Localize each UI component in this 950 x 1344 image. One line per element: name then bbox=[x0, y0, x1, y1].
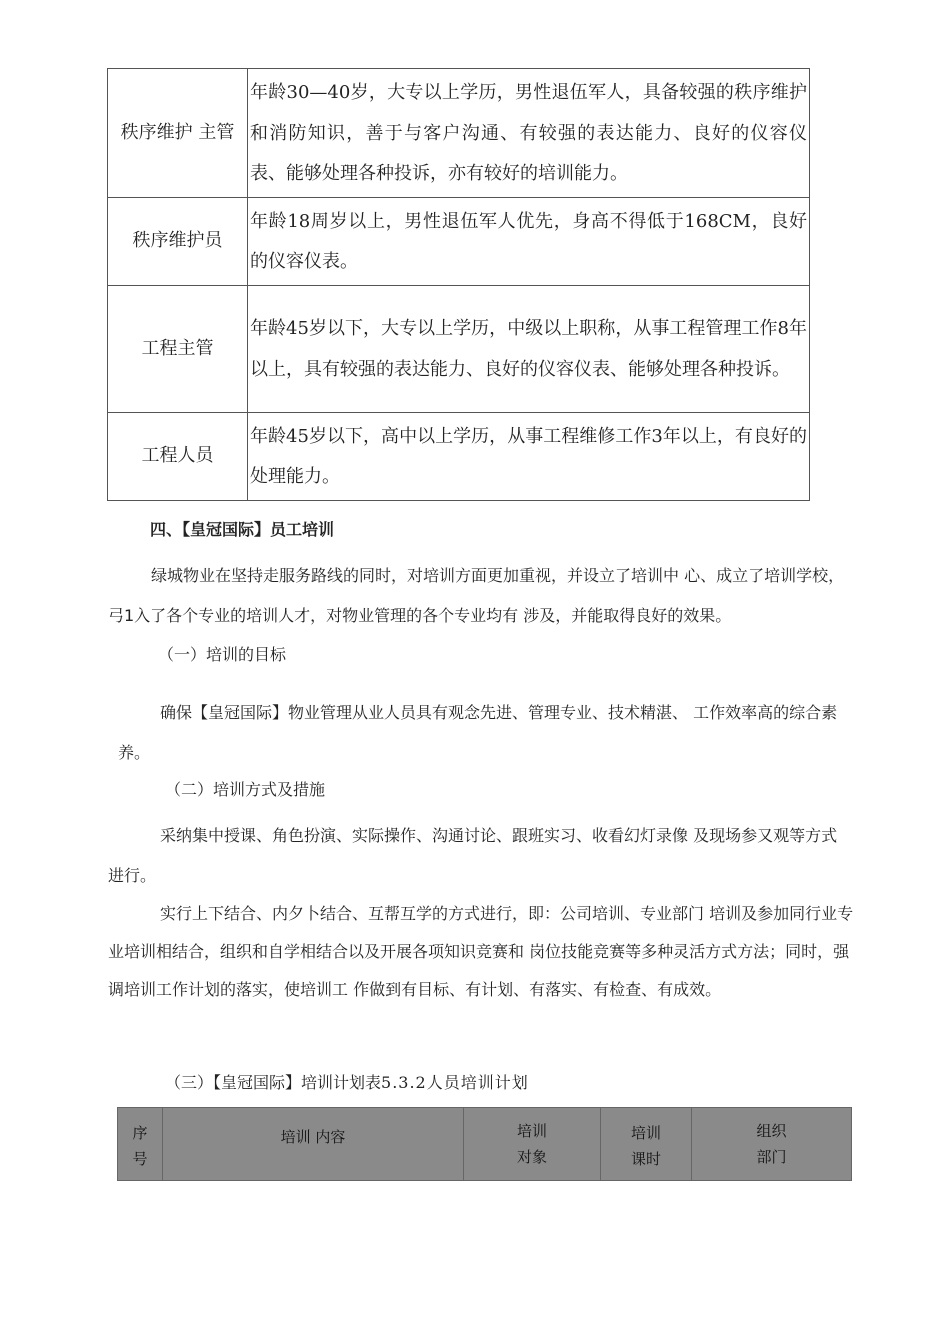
role-cell: 秩序维护员 bbox=[108, 197, 248, 285]
header-department: 组织部门 bbox=[692, 1108, 852, 1181]
role-cell: 工程人员 bbox=[108, 412, 248, 500]
table-row bbox=[108, 285, 810, 412]
role-cell: 秩序维护 主管 bbox=[108, 69, 248, 198]
method-paragraph-1: 采纳集中授课、角色扮演、实际操作、沟通讨论、跟班实习、收看幻灯录像 及现场参又观等方式进行。 bbox=[108, 826, 838, 885]
role-cell: 工程主管 bbox=[108, 285, 248, 412]
header-hours: 培训课时 bbox=[601, 1108, 692, 1181]
table-row bbox=[108, 69, 810, 198]
intro-paragraph: 绿城物业在坚持走服务路线的同时，对培训方面更加重视，并设立了培训中 心、成立了培训学校，弓1入了各个专业的培训人才，对物业管理的各个专业均有 涉及，并能取得良好的效果。 bbox=[108, 566, 845, 625]
description-cell: 年龄45岁以下，大专以上学历，中级以上职称，从事工程管理工作8年以上，具有较强的表达能力、良好的仪容仪表、能够处理各种投诉。 bbox=[248, 285, 810, 412]
subsection-title-goal: （一）培训的目标 bbox=[158, 645, 287, 664]
table-header-row bbox=[118, 1108, 852, 1181]
goal-paragraph: 确保【皇冠国际】物业管理从业人员具有观念先进、管理专业、技术精湛、 工作效率高的综合素养。 bbox=[118, 703, 838, 762]
subsection-title-plan bbox=[165, 1063, 529, 1104]
plan-title: （三）【皇冠国际】培训计划表 bbox=[165, 1073, 382, 1092]
header-serial: 序号 bbox=[118, 1108, 163, 1181]
section-heading: 四、【皇冠国际】员工培训 bbox=[150, 520, 335, 539]
description-cell: 年龄18周岁以上，男性退伍军人优先，身高不得低于168CM，良好的仪容仪表。 bbox=[248, 197, 810, 285]
requirements-table bbox=[107, 68, 810, 501]
plan-subtitle: 5.3.2人员培训计划 bbox=[381, 1073, 529, 1092]
table-row bbox=[108, 412, 810, 500]
table-row bbox=[108, 197, 810, 285]
description-cell: 年龄30—40岁，大专以上学历，男性退伍军人，具备较强的秩序维护和消防知识，善于与客户沟通、有较强的表达能力、良好的仪容仪表、能够处理各种投诉，亦有较好的培训能力。 bbox=[248, 69, 810, 198]
training-plan-table bbox=[117, 1107, 852, 1181]
description-cell: 年龄45岁以下，高中以上学历，从事工程维修工作3年以上，有良好的处理能力。 bbox=[248, 412, 810, 500]
header-target: 培训对象 bbox=[464, 1108, 601, 1181]
subsection-title-method: （二）培训方式及措施 bbox=[165, 780, 326, 799]
header-content: 培训 内容 bbox=[163, 1108, 464, 1181]
method-paragraph-2: 实行上下结合、内夕卜结合、互帮互学的方式进行，即：公司培训、专业部门 培训及参加同行业专业培训相结合，组织和自学相结合以及开展各项知识竞赛和 岗位技能竞赛等多种灵活方式方法；同时，强调培训工作计划的落实，使培训工 作做到有目标、有计划、有落实、有检查、有成效。 bbox=[108, 904, 854, 999]
